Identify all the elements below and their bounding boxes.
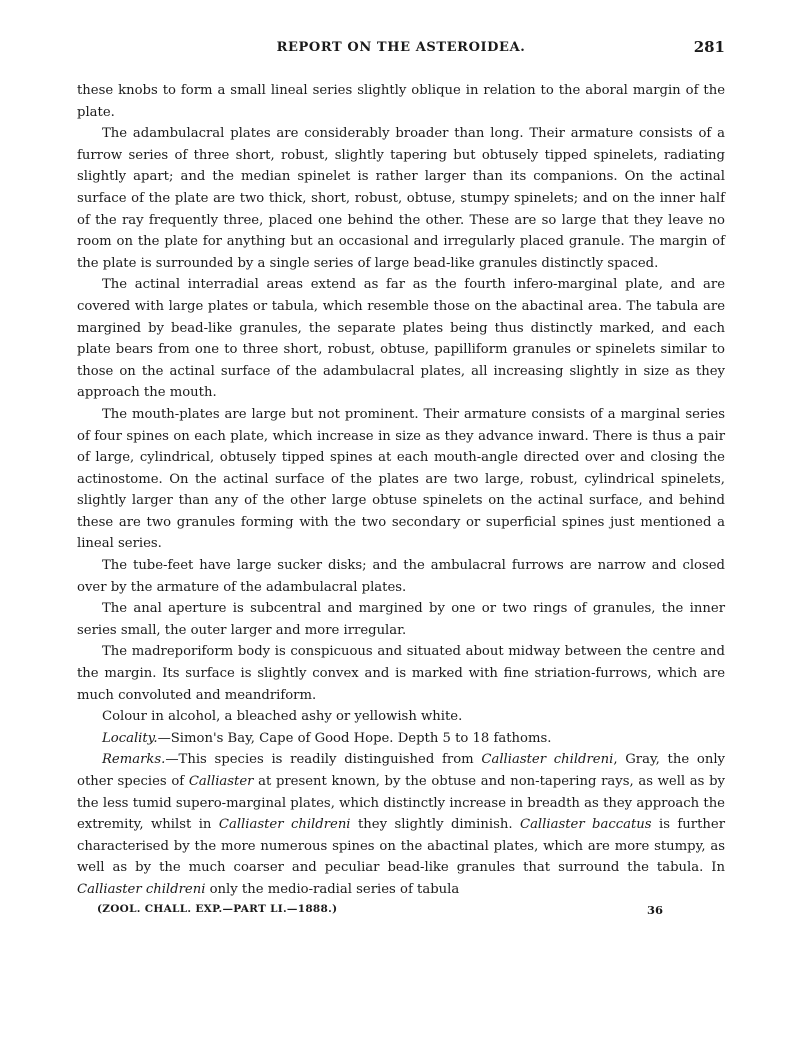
text-run: Colour in alcohol, a bleached ashy or yellowish white. bbox=[102, 709, 463, 725]
paragraph bbox=[77, 123, 725, 274]
page-header bbox=[77, 40, 725, 66]
paragraph bbox=[77, 80, 725, 123]
text-run: is further characterised by the more numerous spines on the abactinal plates, which are more stumpy, as well as by the much coarser and peculiar bead-like granules that surround the tabula. In bbox=[77, 817, 725, 876]
text-run: The madreporiform body is conspicuous and situated about midway between the centre and the margin. Its surface is slightly convex and is marked with fine striation-furrows, which are much convoluted and meandriform. bbox=[77, 644, 725, 703]
text-run: , Gray, the only other species of bbox=[77, 752, 725, 789]
text-run: —This species is readily distinguished from bbox=[165, 752, 482, 768]
paragraph bbox=[77, 749, 725, 900]
footer-note: (ZOOL. CHALL. EXP.—PART LI.—1888.) bbox=[97, 902, 338, 915]
text-run: The anal aperture is subcentral and margined by one or two rings of granules, the inner series small, the outer larger and more irregular. bbox=[77, 601, 725, 638]
paragraph bbox=[77, 641, 725, 706]
text-run: these knobs to form a small lineal series slightly oblique in relation to the aboral margin of the plate. bbox=[77, 83, 725, 120]
italic-text: Calliaster childreni bbox=[77, 881, 206, 897]
running-title: REPORT ON THE ASTEROIDEA. bbox=[276, 40, 526, 55]
text-run: The adambulacral plates are considerably broader than long. Their armature consists of a furrow series of three short, robust, slightly tapering but obtusely tipped spinelets, radiating slightly apart; and the median spinelet is rather larger than its companions. On the actinal surface of the plate are two thick, short, robust, obtuse, stumpy spinelets; and on the inner half of the ray frequently three, placed one behind the other. These are so large that they leave no room on the plate for anything but an occasional and irregularly placed granule. The margin of the plate is surrounded by a single series of large bead-like granules distinctly spaced. bbox=[77, 126, 725, 271]
italic-text: Locality. bbox=[102, 730, 158, 746]
paragraph bbox=[77, 728, 725, 750]
text-run: —Simon's Bay, Cape of Good Hope. Depth 5 to 18 fathoms. bbox=[157, 730, 552, 746]
text-run: The actinal interradial areas extend as far as the fourth infero-marginal plate, and are covered with large plates or tabula, which resemble those on the abactinal area. The tabula are margined by bead-like granules, the separate plates being thus distinctly marked, and each plate bears from one to three short, robust, obtuse, papilliform granules or spinelets similar to those on the actinal surface of the adambulacral plates, all increasing slightly in size as they approach the mouth. bbox=[77, 277, 725, 401]
paragraph bbox=[77, 404, 725, 555]
italic-text: Calliaster bbox=[188, 774, 254, 789]
paragraph bbox=[77, 706, 725, 728]
text-run: The mouth-plates are large but not prominent. Their armature consists of a marginal series of four spines on each plate, which increase in size as they advance inward. There is thus a pair of large, cylindrical, obtusely tipped spines at each mouth-angle directed over and closing the actinostome. On the actinal surface of the plates are two large, robust, cylindrical spinelets, slightly larger than any of the other large obtuse spinelets on the actinal surface, and behind these are two granules forming with the two secondary or superficial spines just mentioned a lineal series. bbox=[77, 406, 725, 552]
italic-text: Calliaster childreni bbox=[481, 752, 614, 768]
text-run: they slightly diminish. bbox=[350, 817, 520, 833]
signature-mark: 36 bbox=[646, 902, 663, 917]
text-run: The tube-feet have large sucker disks; and the ambulacral furrows are narrow and closed over by the armature of the adambulacral plates. bbox=[77, 558, 725, 595]
body-text bbox=[77, 80, 725, 901]
italic-text: Calliaster baccatus bbox=[519, 817, 652, 833]
document-page bbox=[77, 40, 725, 921]
italic-text: Remarks. bbox=[102, 752, 166, 768]
paragraph bbox=[77, 555, 725, 598]
text-run: at present known, by the obtuse and non-tapering rays, as well as by the less tumid supero-marginal plates, which distinctly increase in breadth as they approach the extremity, whilst in bbox=[77, 774, 725, 833]
page-footer bbox=[77, 903, 725, 921]
paragraph bbox=[77, 598, 725, 641]
paragraph bbox=[77, 274, 725, 404]
text-run: only the medio-radial series of tabula bbox=[205, 881, 460, 897]
page-number: 281 bbox=[693, 38, 725, 56]
italic-text: Calliaster childreni bbox=[218, 817, 351, 833]
